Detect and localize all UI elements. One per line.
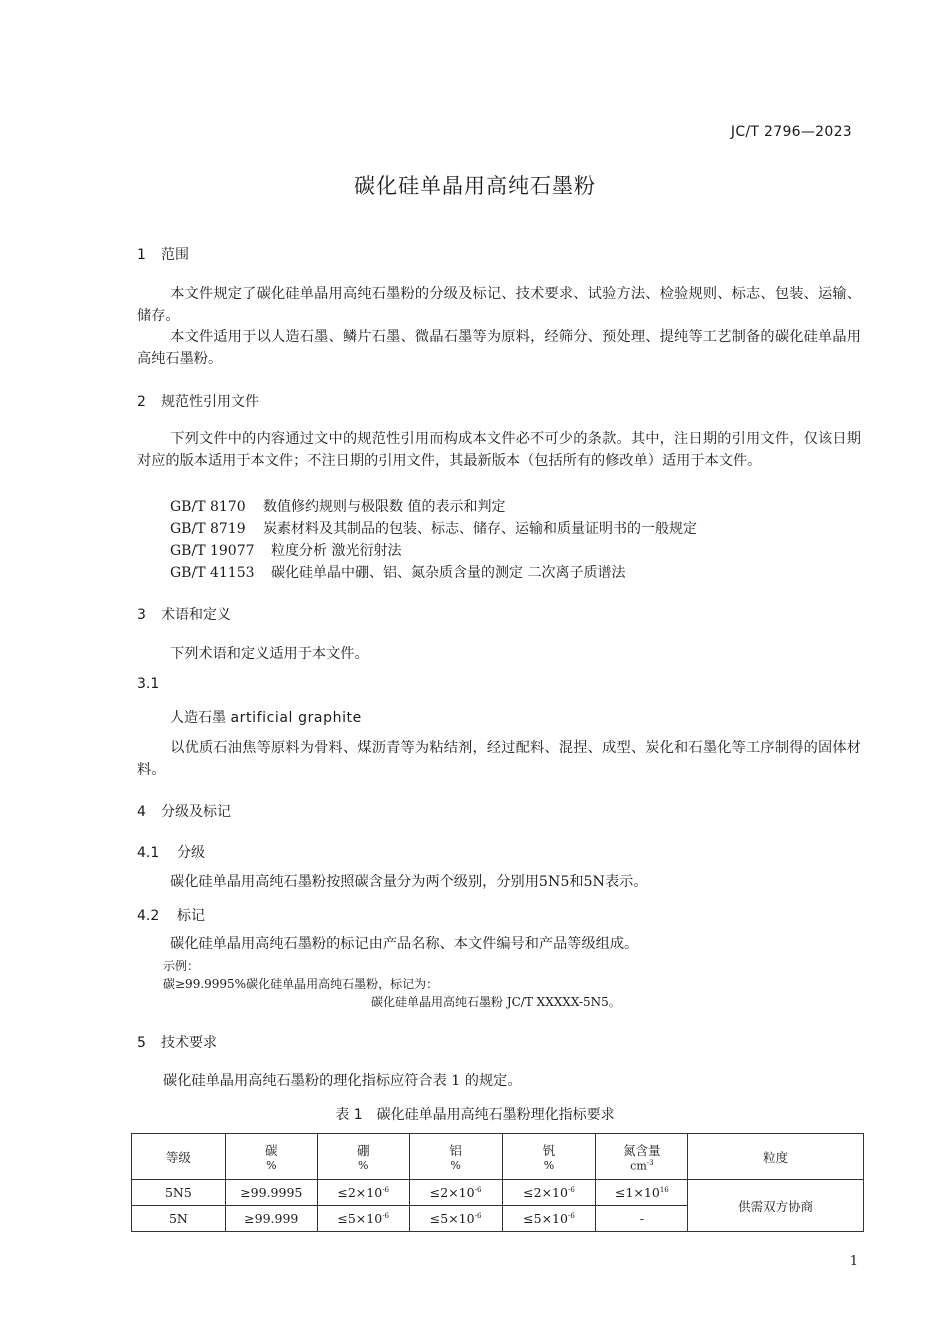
section-3-heading	[137, 604, 231, 624]
spec-table	[131, 1133, 864, 1232]
subsection-title: 分级	[177, 845, 205, 861]
term-number: 3.1	[137, 676, 160, 692]
paragraph-text: 以优质石油焦等原料为骨料、煤沥青等为粘结剂，经过配料、混捏、成型、炭化和石墨化等工序制得的固体材料。	[137, 740, 861, 778]
reference-title: 炭素材料及其制品的包装、标志、储存、运输和质量证明书的一般规定	[263, 521, 697, 537]
unit-label: %	[357, 1159, 369, 1172]
unit-label: $cm^{-3}$	[630, 1158, 654, 1173]
page-number: 1	[849, 1254, 858, 1269]
term-definition	[137, 738, 861, 781]
reference-title: 碳化硅单晶中硼、铝、氮杂质含量的测定 二次离子质谱法	[271, 565, 626, 581]
cell-grade: 5N5	[132, 1180, 226, 1206]
cell-vanadium: $\le 5\times 10^{-6}$	[502, 1206, 596, 1232]
cell-granularity: 供需双方协商	[688, 1180, 864, 1232]
reference-code: GB/T 41153	[170, 565, 255, 581]
subsection-4-2-paragraph	[137, 934, 861, 956]
section-number: 3	[137, 607, 146, 623]
header-vanadium: 钒 %	[502, 1134, 596, 1180]
table-row	[132, 1180, 864, 1206]
cell-nitrogen: $\le 1\times 10^{16}$	[596, 1180, 688, 1206]
paragraph-text: 本文件规定了碳化硅单晶用高纯石墨粉的分级及标记、技术要求、试验方法、检验规则、标志、包装、运输、储存。	[137, 286, 861, 324]
section-title: 规范性引用文件	[161, 394, 259, 410]
section-1-paragraph-2	[137, 327, 861, 370]
paragraph-text: 碳化硅单晶用高纯石墨粉的标记由产品名称、本文件编号和产品等级组成。	[170, 936, 639, 952]
table-header-row	[132, 1134, 864, 1180]
reference-title: 数值修约规则与极限数 值的表示和判定	[263, 499, 506, 515]
section-5-heading	[137, 1032, 217, 1052]
reference-code: GB/T 19077	[170, 543, 255, 559]
reference-item	[170, 518, 697, 538]
subsection-title: 标记	[177, 908, 205, 924]
unit-label: %	[450, 1159, 461, 1172]
section-title: 范围	[161, 247, 189, 263]
table-caption: 表 1 碳化硅单晶用高纯石墨粉理化指标要求	[335, 1107, 615, 1123]
section-5-paragraph: 碳化硅单晶用高纯石墨粉的理化指标应符合表 1 的规定。	[163, 1073, 522, 1089]
paragraph-text: 下列文件中的内容通过文中的规范性引用而构成本文件必不可少的条款。其中，注日期的引用文件，仅该日期对应的版本适用于本文件；不注日期的引用文件，其最新版本（包括所有的修改单）适用于本文件。	[137, 431, 861, 469]
subsection-4-1-heading	[137, 842, 205, 862]
reference-code: GB/T 8719	[170, 521, 246, 537]
section-title: 分级及标记	[161, 804, 231, 820]
section-3-paragraph-1	[137, 644, 861, 666]
section-number: 2	[137, 394, 146, 410]
reference-title: 粒度分析 激光衍射法	[271, 543, 402, 559]
header-nitrogen: 氮含量 $cm^{-3}$	[596, 1134, 688, 1180]
paragraph-text: 下列术语和定义适用于本文件。	[170, 646, 369, 662]
header-aluminum: 铝 %	[409, 1134, 502, 1180]
section-4-heading	[137, 801, 231, 821]
term-zh: 人造石墨	[170, 710, 226, 726]
header-granularity: 粒度	[688, 1134, 864, 1180]
cell-vanadium: $\le 2\times 10^{-6}$	[502, 1180, 596, 1206]
section-2-paragraph-1	[137, 429, 861, 472]
header-grade: 等级	[132, 1134, 226, 1180]
reference-item	[170, 562, 625, 582]
subsection-number: 4.2	[137, 908, 160, 924]
term-en: artificial graphite	[230, 710, 362, 726]
cell-nitrogen: -	[596, 1206, 688, 1232]
standard-code: JC/T 2796—2023	[730, 124, 852, 140]
unit-label: %	[543, 1159, 555, 1172]
cell-boron: $\le 2\times 10^{-6}$	[317, 1180, 409, 1206]
document-title: 碳化硅单晶用高纯石墨粉	[354, 174, 596, 198]
reference-code: GB/T 8170	[170, 499, 246, 515]
cell-grade: 5N	[132, 1206, 226, 1232]
reference-item	[170, 496, 505, 516]
section-title: 技术要求	[161, 1035, 217, 1051]
term-entry	[170, 707, 362, 727]
reference-item	[170, 540, 401, 560]
paragraph-text: 碳化硅单晶用高纯石墨粉按照碳含量分为两个级别，分别用5N5和5N表示。	[170, 874, 648, 890]
cell-aluminum: $\le 5\times 10^{-6}$	[409, 1206, 502, 1232]
subsection-4-1-paragraph	[137, 872, 861, 894]
cell-carbon: ≥99.9995	[225, 1180, 317, 1206]
cell-boron: $\le 5\times 10^{-6}$	[317, 1206, 409, 1232]
subsection-number: 4.1	[137, 845, 160, 861]
section-1-paragraph-1	[137, 284, 861, 327]
section-number: 4	[137, 804, 146, 820]
example-label: 示例：	[163, 959, 200, 973]
example-line-2: 碳化硅单晶用高纯石墨粉 JC/T XXXXX-5N5。	[371, 995, 621, 1009]
subsection-4-2-heading	[137, 905, 205, 925]
header-carbon: 碳 %	[225, 1134, 317, 1180]
header-boron: 硼 %	[317, 1134, 409, 1180]
paragraph-text: 本文件适用于以人造石墨、鳞片石墨、微晶石墨等为原料，经筛分、预处理、提纯等工艺制备的碳化硅单晶用高纯石墨粉。	[137, 329, 861, 367]
cell-carbon: ≥99.999	[225, 1206, 317, 1232]
cell-aluminum: $\le 2\times 10^{-6}$	[409, 1180, 502, 1206]
section-1-heading	[137, 244, 189, 264]
unit-label: %	[266, 1159, 277, 1172]
section-number: 5	[137, 1035, 146, 1051]
section-title: 术语和定义	[161, 607, 231, 623]
example-line-1: 碳≥99.9995%碳化硅单晶用高纯石墨粉，标记为：	[163, 977, 439, 991]
section-number: 1	[137, 247, 146, 263]
section-2-heading	[137, 391, 259, 411]
